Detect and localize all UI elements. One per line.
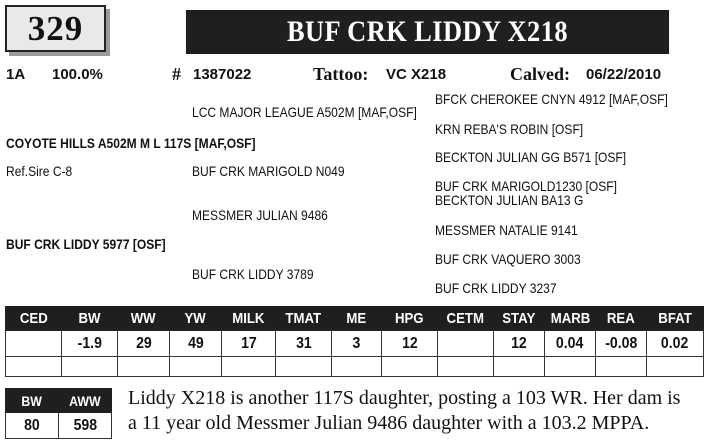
registration-label: # [172,64,181,84]
pedigree-sds: BECKTON JULIAN GG B571 [OSF] [435,149,627,165]
epd-header: ME [332,307,382,331]
epd-empty-cell [62,357,118,377]
actual-weights-table [5,388,112,439]
epd-value: -0.08 [596,331,647,357]
epd-value: 3 [332,331,382,357]
epd-empty-cell [438,357,494,377]
epd-header: CETM [438,307,494,331]
epd-header: BW [62,307,118,331]
actual-value: 598 [59,413,112,439]
epd-empty-cell [6,357,62,377]
pedigree-ssd: KRN REBA'S ROBIN [OSF] [435,121,584,137]
epd-empty-cell [222,357,276,377]
actual-value-row [6,413,112,439]
epd-empty-cell [494,357,545,377]
pedigree-dam: BUF CRK LIDDY 5977 [OSF] [6,236,166,252]
epd-value: 17 [222,331,276,357]
epd-header: MILK [222,307,276,331]
epd-value: 29 [118,331,170,357]
pedigree-sire-dam: BUF CRK MARIGOLD N049 [192,163,345,179]
epd-header: TMAT [276,307,332,331]
pedigree-dss: BECKTON JULIAN BA13 G [435,192,584,208]
tattoo-value: VC X218 [386,66,447,83]
epd-value [438,331,494,357]
epd-header: HPG [382,307,438,331]
epd-value: 0.02 [647,331,704,357]
pedigree-sdd: BUF CRK MARIGOLD1230 [OSF] [435,178,617,194]
epd-table [5,306,704,377]
epd-value: 12 [494,331,545,357]
epd-header: BFAT [647,307,704,331]
tattoo-label: Tattoo: [313,64,369,84]
comment-line: a 11 year old Messmer Julian 9486 daughter with a 103.2 MPPA. [128,412,650,434]
epd-value [6,331,62,357]
epd-accuracy-row [6,357,704,377]
pedigree-dsd: MESSMER NATALIE 9141 [435,222,578,238]
actual-header: AWW [59,389,112,413]
epd-header: YW [170,307,222,331]
calved-date: 06/22/2010 [586,66,662,83]
pedigree-dam-dam: BUF CRK LIDDY 3789 [192,266,314,282]
actual-header-row [6,389,112,413]
epd-header: MARB [545,307,596,331]
comment-line: Liddy X218 is another 117S daughter, posting a 103 WR. Her dam is [128,387,681,409]
pedigree-sss: BFCK CHEROKEE CNYN 4912 [MAF,OSF] [435,91,668,107]
actual-header: BW [6,389,59,413]
actual-value: 80 [6,413,59,439]
pedigree-ref-sire: Ref.Sire C-8 [6,163,73,179]
epd-header: STAY [494,307,545,331]
epd-value: -1.9 [62,331,118,357]
pedigree-dam-sire: MESSMER JULIAN 9486 [192,207,328,223]
breed-percent: 100.0% [52,66,103,83]
epd-empty-cell [276,357,332,377]
breed-code: 1A [6,66,26,83]
animal-name-banner: BUF CRK LIDDY X218 [186,10,669,54]
pedigree-dds: BUF CRK VAQUERO 3003 [435,251,581,267]
epd-header: CED [6,307,62,331]
epd-empty-cell [545,357,596,377]
epd-value: 12 [382,331,438,357]
info-row [0,66,708,86]
lot-number: 329 [5,5,106,52]
epd-empty-cell [647,357,704,377]
epd-header: WW [118,307,170,331]
epd-empty-cell [170,357,222,377]
lot-comment [128,386,704,436]
epd-empty-cell [118,357,170,377]
epd-value: 49 [170,331,222,357]
epd-empty-cell [382,357,438,377]
epd-empty-cell [596,357,647,377]
epd-value: 31 [276,331,332,357]
epd-empty-cell [332,357,382,377]
pedigree-ddd: BUF CRK LIDDY 3237 [435,280,557,296]
registration-number: 1387022 [193,66,252,83]
calved-label: Calved: [510,64,570,84]
epd-header-row [6,307,704,331]
epd-value-row [6,331,704,357]
epd-value: 0.04 [545,331,596,357]
pedigree-sire-sire: LCC MAJOR LEAGUE A502M [MAF,OSF] [192,104,417,120]
pedigree-sire: COYOTE HILLS A502M M L 117S [MAF,OSF] [6,135,256,151]
epd-header: REA [596,307,647,331]
